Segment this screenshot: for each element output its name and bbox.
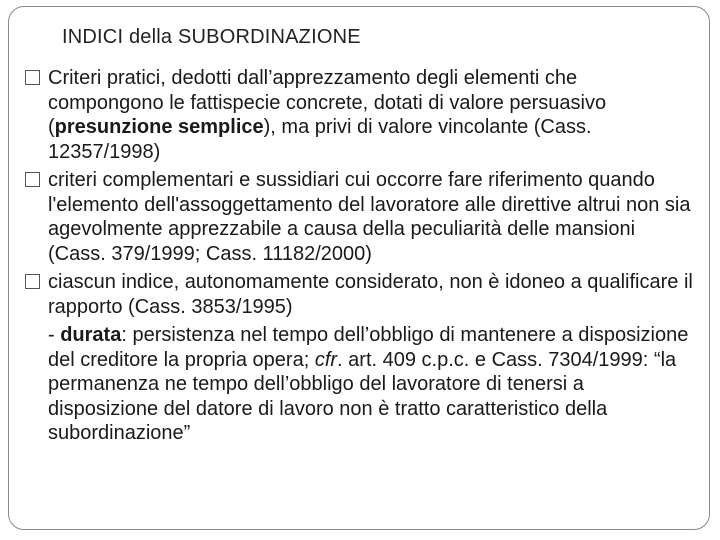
sub-italic-text: cfr bbox=[314, 348, 338, 371]
checkbox-bullet-icon bbox=[25, 70, 40, 85]
slide-content bbox=[24, 66, 696, 466]
bullet-item bbox=[24, 270, 696, 319]
bullet-item bbox=[24, 66, 696, 164]
bullet-bold-text: presunzione semplice bbox=[54, 116, 264, 138]
checkbox-bullet-icon bbox=[25, 172, 40, 187]
slide-title: INDICI della SUBORDINAZIONE bbox=[62, 26, 361, 48]
sub-bold-text: durata bbox=[60, 324, 122, 346]
sub-text: : persistenza nel tempo dell’obbligo di mantenere a disposizione del creditore la propria opera; bbox=[48, 324, 689, 371]
bullet-text: criteri complementari e sussidiari cui occorre fare riferimento quando l'elemento dell'assoggettamento del lavoratore alle direttive altrui non sia agevolmente apprezzabile a causa della peculiarità delle mansioni (Cass. 379/1999; Cass. 11182/2000) bbox=[48, 169, 691, 265]
bullet-text: ciascun indice, autonomamente considerato, non è idoneo a qualificare il rapporto (Cass. 3853/1995) bbox=[48, 271, 693, 318]
bullet-item bbox=[24, 168, 696, 266]
bullet-text: Criteri pratici, dedotti dall’apprezzamento degli elementi che compongono le fattispecie concrete, dotati di valore persuasivo ( bbox=[48, 67, 607, 138]
sub-text: . art. 409 c.p.c. e Cass. 7304/1999: “la permanenza ne tempo dell’obbligo del lavoratore di tenersi a disposizione del datore di lavoro non è tratto caratteristico della subordinazione” bbox=[48, 348, 677, 444]
bullet-text: ), ma privi di valore vincolante (Cass. 12357/1998) bbox=[48, 116, 592, 163]
sub-dash: - bbox=[48, 324, 61, 346]
sub-paragraph bbox=[24, 323, 696, 446]
checkbox-bullet-icon bbox=[25, 274, 40, 289]
